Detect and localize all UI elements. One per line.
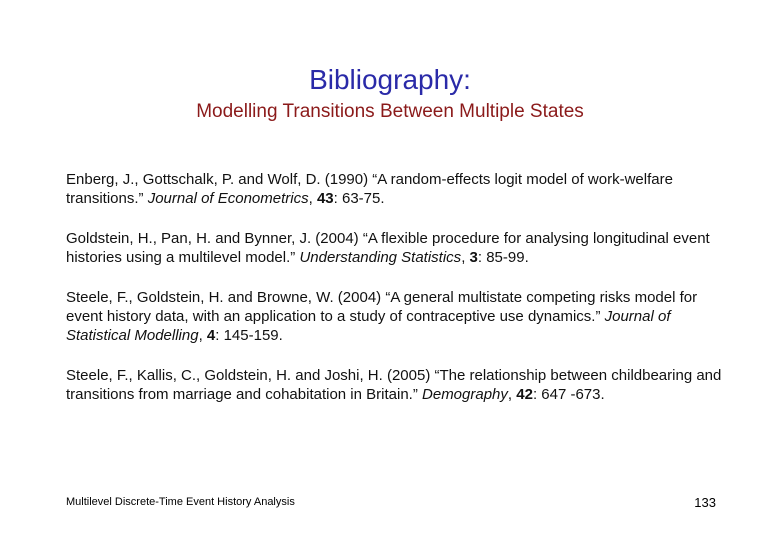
reference-volume: 4 bbox=[206, 327, 216, 344]
reference-journal: Journal of Statistical Modelling bbox=[66, 308, 671, 344]
reference-pages: : 647 -673. bbox=[532, 386, 605, 403]
reference-item bbox=[66, 288, 726, 345]
reference-separator: , bbox=[507, 386, 517, 403]
reference-item bbox=[66, 229, 726, 267]
reference-separator: , bbox=[461, 249, 470, 266]
reference-citation: Enberg, J., Gottschalk, P. and Wolf, D. (1990) “A random-effects logit model of work-welfare transitions.” bbox=[66, 171, 673, 207]
reference-pages: : 145-159. bbox=[215, 327, 283, 344]
reference-item bbox=[66, 366, 726, 404]
footer-title: Multilevel Discrete-Time Event History Analysis bbox=[66, 496, 295, 508]
reference-citation: Steele, F., Kallis, C., Goldstein, H. and Joshi, H. (2005) “The relationship between childbearing and transitions from marriage and cohabitation in Britain.” bbox=[66, 367, 722, 403]
reference-separator: , bbox=[308, 190, 317, 207]
reference-separator: , bbox=[198, 327, 207, 344]
reference-citation: Steele, F., Goldstein, H. and Browne, W. (2004) “A general multistate competing risks model for event history data, with an application to a study of contraceptive use dynamics.” bbox=[66, 289, 698, 325]
reference-volume: 42 bbox=[516, 386, 533, 403]
reference-citation: Goldstein, H., Pan, H. and Bynner, J. (2004) “A flexible procedure for analysing longitudinal event histories using a multilevel model.” bbox=[66, 230, 710, 266]
page-number: 133 bbox=[694, 495, 716, 510]
reference-journal: Demography bbox=[422, 386, 508, 403]
reference-item bbox=[66, 170, 726, 208]
reference-pages: : 85-99. bbox=[477, 249, 529, 266]
reference-volume: 43 bbox=[316, 190, 334, 207]
reference-list bbox=[66, 170, 726, 425]
reference-journal: Understanding Statistics bbox=[299, 249, 462, 266]
slide-title: Bibliography: bbox=[309, 64, 471, 95]
reference-volume: 3 bbox=[469, 249, 478, 266]
reference-pages: : 63-75. bbox=[333, 190, 385, 207]
slide-subtitle: Modelling Transitions Between Multiple States bbox=[196, 101, 584, 122]
reference-journal: Journal of Econometrics bbox=[147, 190, 309, 207]
